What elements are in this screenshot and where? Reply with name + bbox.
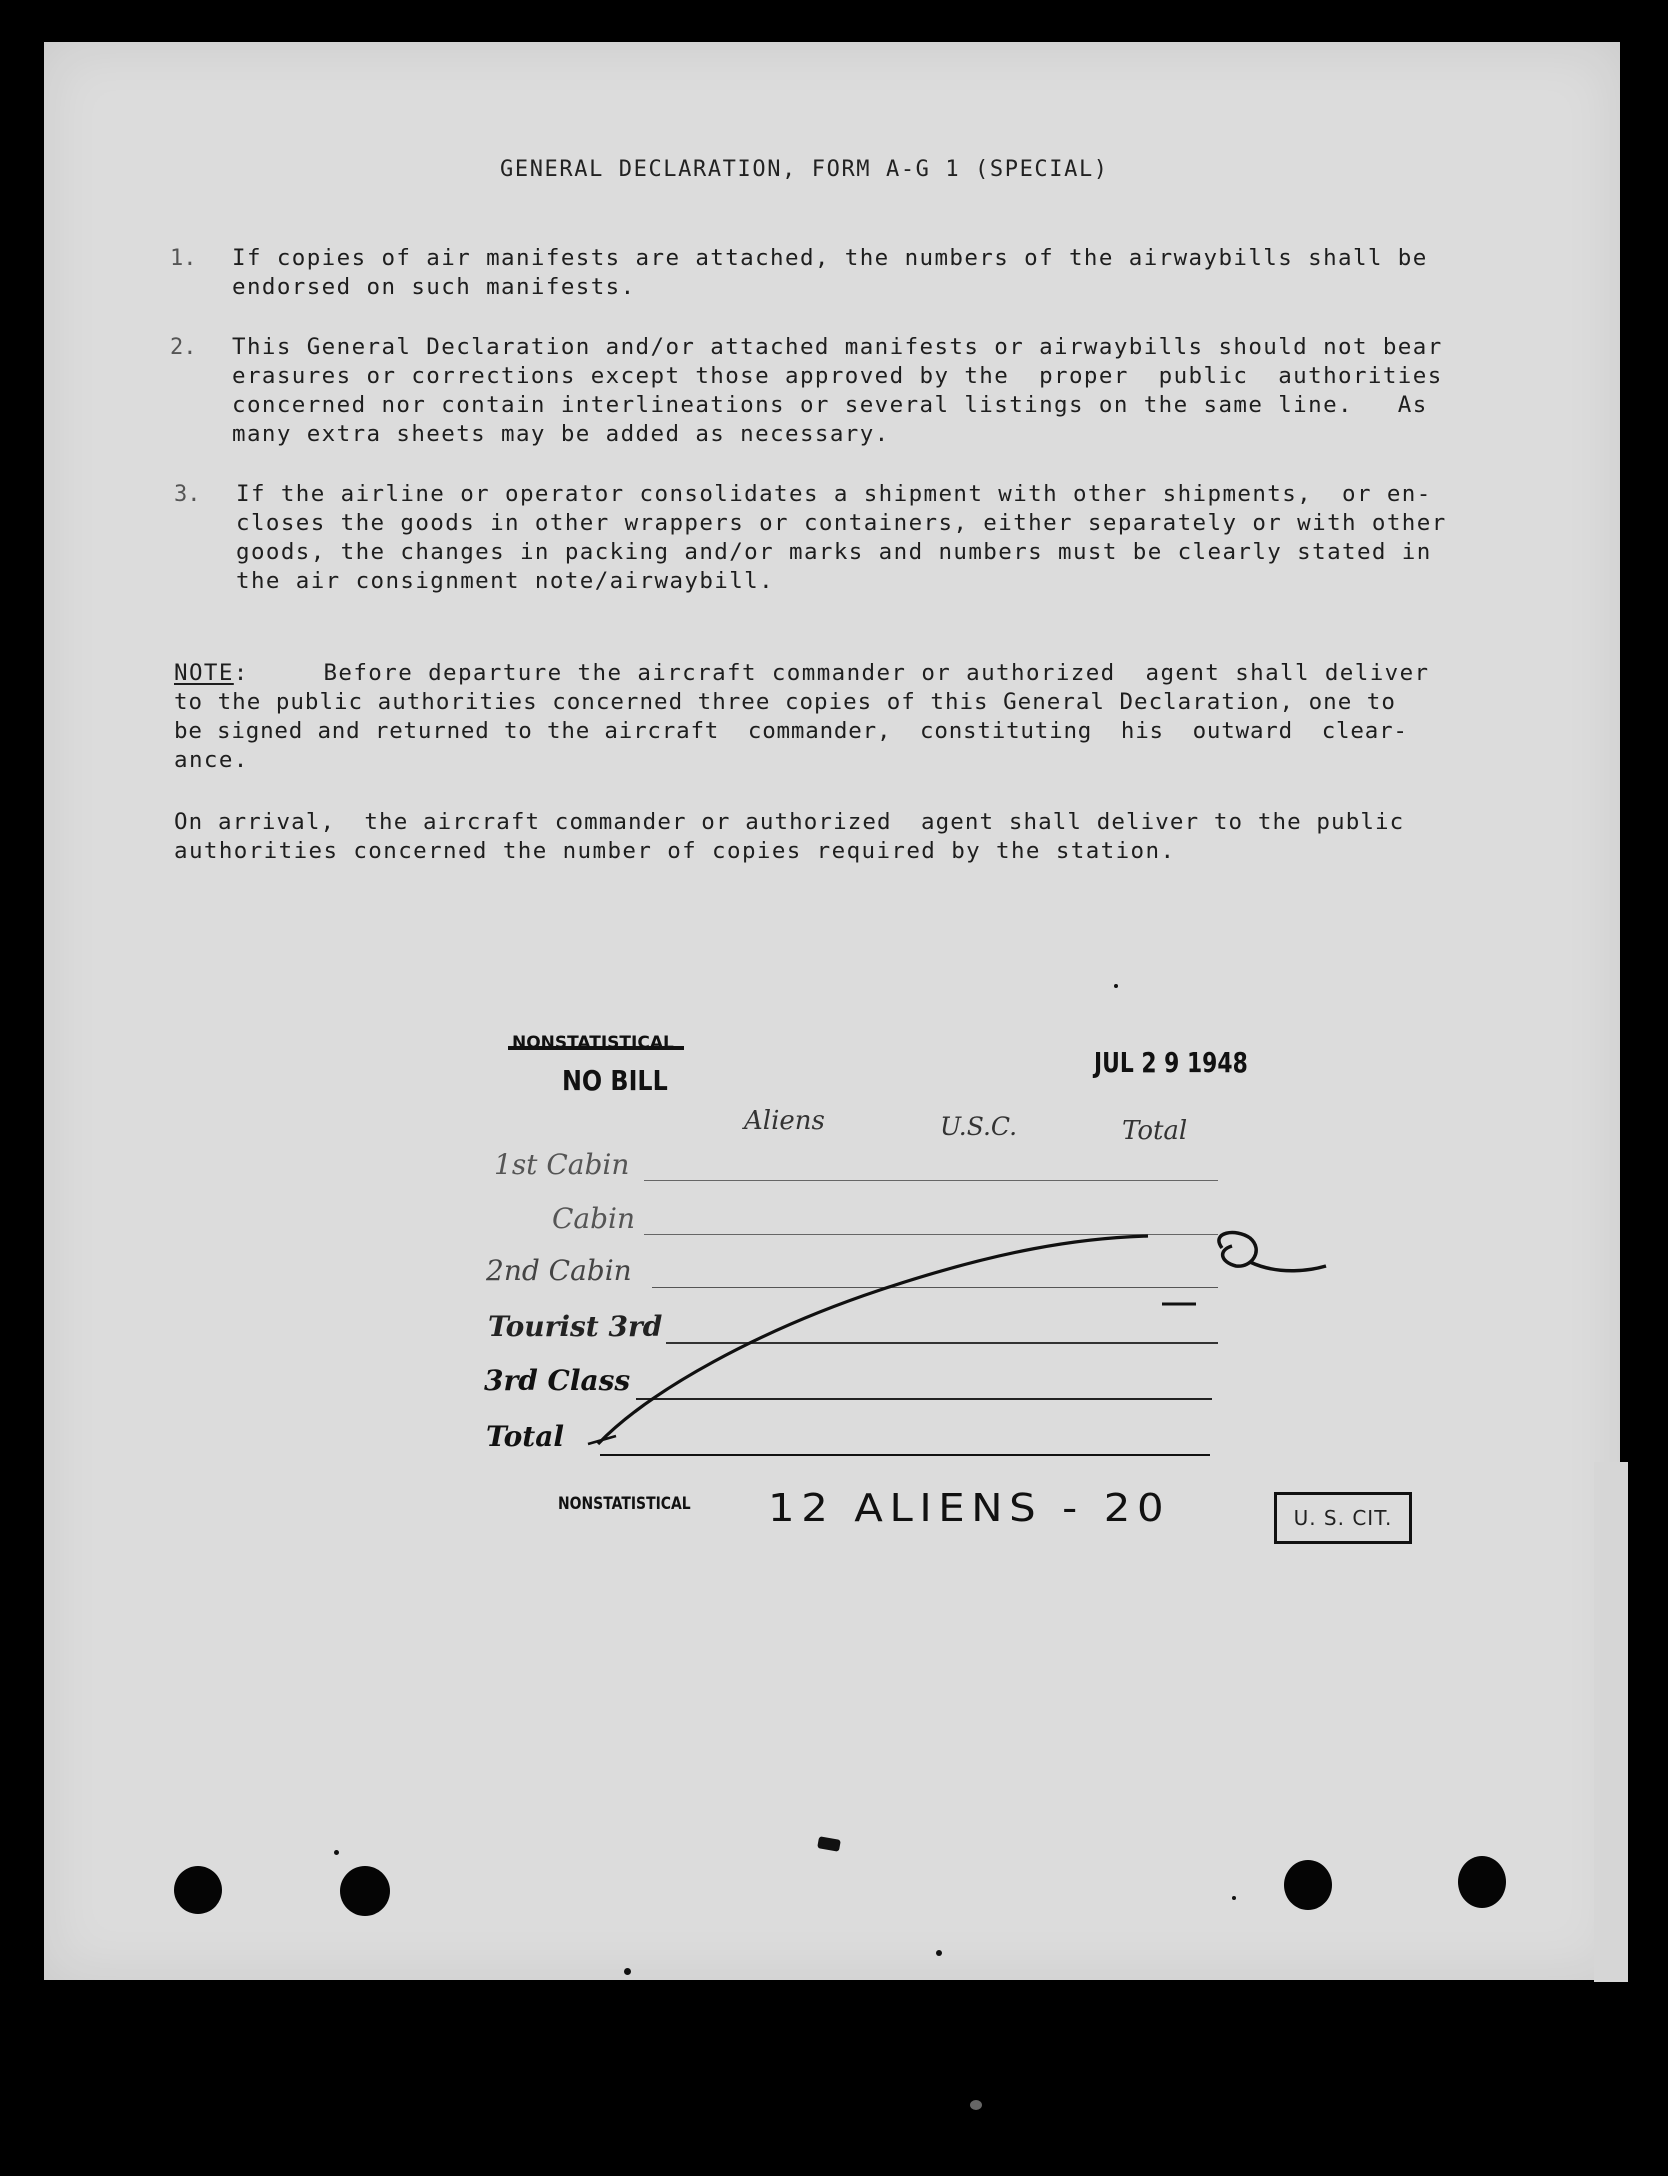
note-line: be signed and returned to the aircraft commander, constituting his outward clear- (174, 718, 1408, 744)
item-line: If the airline or operator consolidates a shipment with other shipments, or en- (236, 481, 1432, 507)
ink-speck (970, 2100, 982, 2110)
item-line: closes the goods in other wrappers or containers, either separately or with other (236, 510, 1447, 536)
item-line: If copies of air manifests are attached, the numbers of the airwaybills shall be (232, 245, 1428, 271)
form-title: GENERAL DECLARATION, FORM A-G 1 (SPECIAL) (500, 157, 1109, 182)
column-usc: U.S.C. (940, 1112, 1018, 1141)
row-label: Total (486, 1420, 565, 1453)
item-line: the air consignment note/airwaybill. (236, 568, 775, 594)
note-line: ance. (174, 747, 249, 773)
struck-nonstatistical-stamp: NONSTATISTICAL (512, 1033, 674, 1053)
arrival-line: On arrival, the aircraft commander or authorized agent shall deliver to the public (174, 809, 1405, 835)
ink-speck (1114, 984, 1118, 988)
punch-hole (1458, 1856, 1506, 1908)
item-line: erasures or corrections except those approved by the proper public authorities (232, 363, 1443, 389)
punch-hole (1284, 1860, 1332, 1910)
ink-speck (1232, 1896, 1236, 1900)
note-label: NOTE (174, 660, 234, 686)
ink-speck (936, 1950, 942, 1956)
punch-hole (340, 1866, 390, 1916)
note-first-line: NOTE: Before departure the aircraft commander or authorized agent shall deliver (174, 660, 1430, 686)
no-bill-stamp: NO BILL (562, 1064, 668, 1097)
arrival-line: authorities concerned the number of copies required by the station. (174, 838, 1176, 864)
nonstatistical-stamp: NONSTATISTICAL (558, 1494, 691, 1514)
column-aliens: Aliens (744, 1106, 825, 1136)
item-number: 3. (174, 482, 201, 507)
item-number: 2. (170, 335, 197, 360)
handwritten-aliens-note: 12 ALIENS - 20 (768, 1486, 1171, 1530)
ink-speck (334, 1850, 339, 1855)
row-label: 2nd Cabin (486, 1254, 632, 1287)
item-number: 1. (170, 246, 197, 271)
date-stamp: JUL 2 9 1948 (1094, 1046, 1248, 1079)
item-line: many extra sheets may be added as necessary. (232, 421, 890, 447)
punch-hole (174, 1866, 222, 1914)
note-line: to the public authorities concerned three copies of this General Declaration, one to (174, 689, 1396, 715)
row-label: Cabin (552, 1202, 636, 1235)
us-cit-stamp: U. S. CIT. (1274, 1492, 1412, 1544)
item-line: endorsed on such manifests. (232, 274, 636, 300)
row-label: Tourist 3rd (488, 1310, 663, 1343)
item-line: concerned nor contain interlineations or several listings on the same line. As (232, 392, 1428, 418)
item-line: goods, the changes in packing and/or marks and numbers must be clearly stated in (236, 539, 1432, 565)
item-line: This General Declaration and/or attached manifests or airwaybills should not bear (232, 334, 1443, 360)
column-total: Total (1122, 1116, 1188, 1146)
row-label: 3rd Class (484, 1364, 631, 1397)
row-label: 1st Cabin (494, 1148, 630, 1181)
ink-speck (624, 1968, 631, 1975)
